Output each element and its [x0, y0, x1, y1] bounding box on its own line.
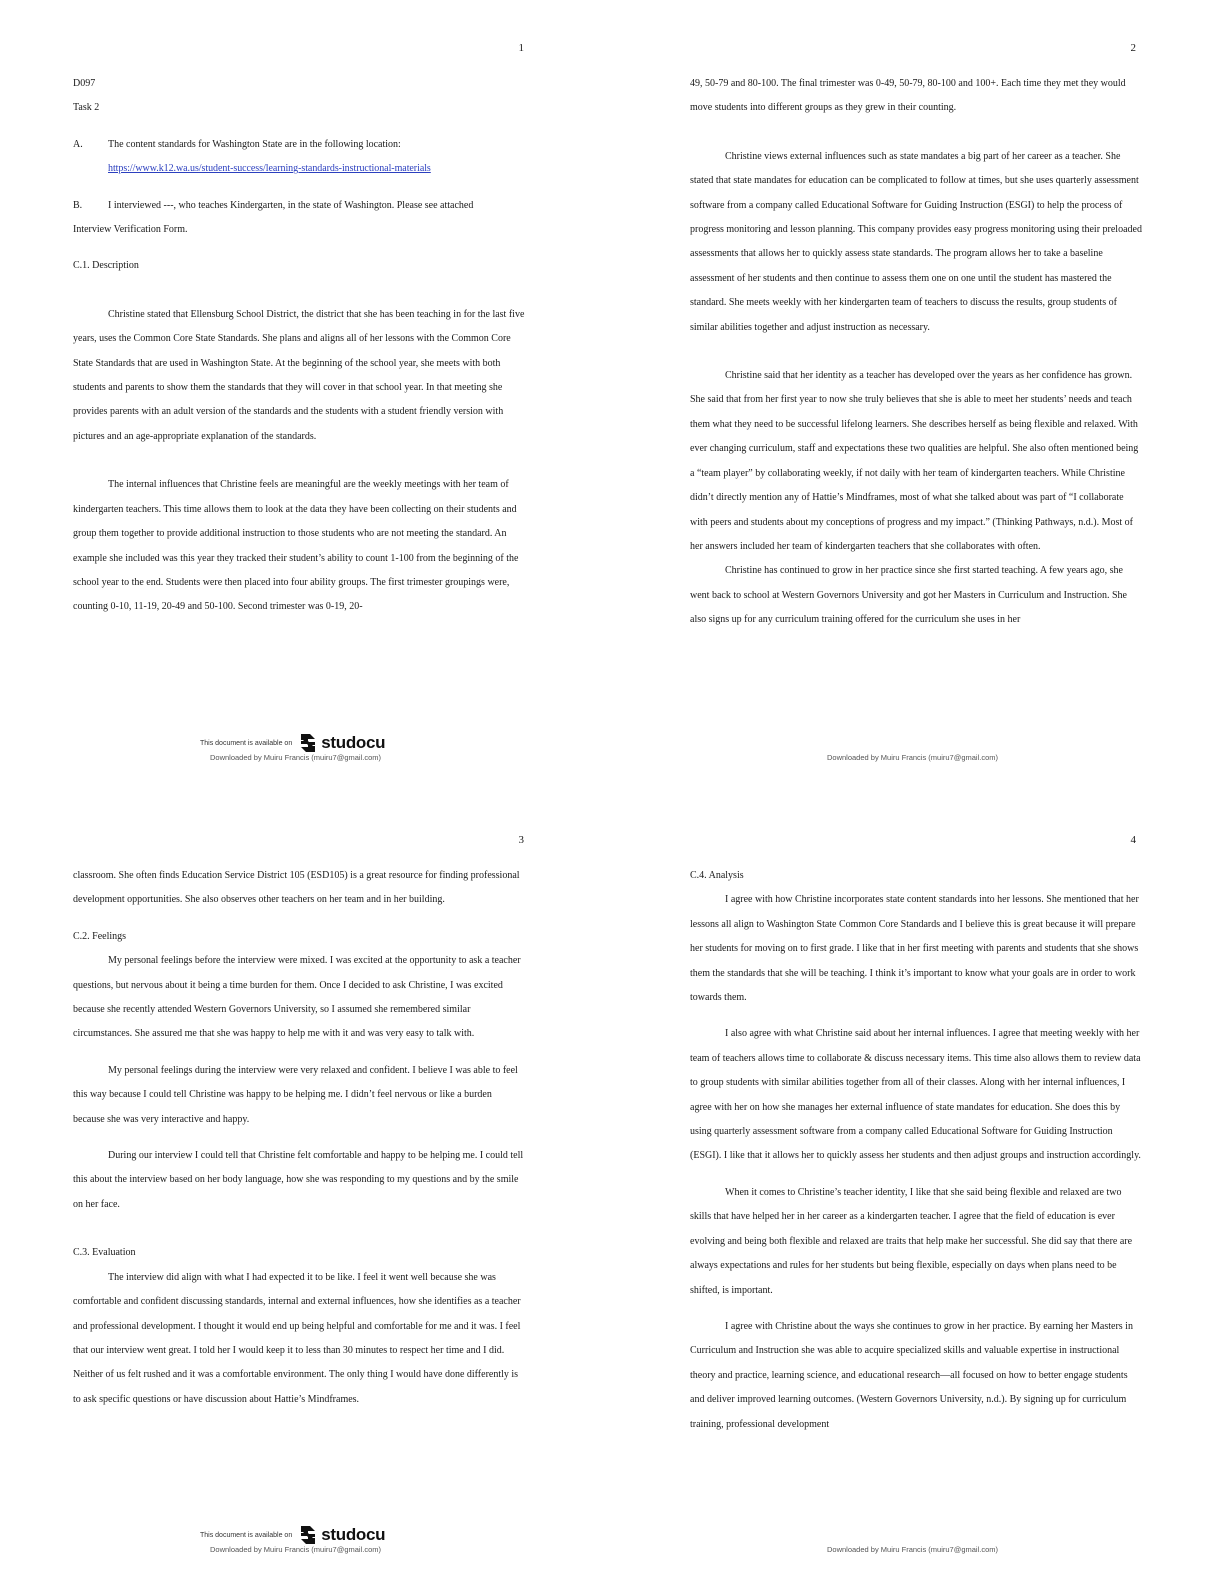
page-number: 4 [1130, 834, 1136, 846]
studocu-logo [298, 732, 385, 754]
heading-c4: C.4. Analysis [690, 870, 744, 881]
page-3 [0, 792, 612, 1584]
paragraph: Christine has continued to grow in her practice since she first started teaching. A few years ago, she went back to school at Western Governors University and got her Masters in Curriculum and Instruction. She also signs up for any curriculum training offered for the curriculum she uses in her [690, 565, 1127, 626]
downloaded-by-text: Downloaded by Muiru Francis (muiru7@gmail.com) [210, 1545, 382, 1554]
downloaded-by-text: Downloaded by Muiru Francis (muiru7@gmail.com) [210, 753, 382, 762]
studocu-logo-text: studocu [321, 1525, 386, 1544]
paragraph: classroom. She often finds Education Service District 105 (ESD105) is a great resource for finding professional development opportunities. She also observes other teachers on her team and in her building. [73, 870, 520, 906]
page-number: 3 [518, 834, 524, 846]
standards-link[interactable]: https://www.k12.wa.us/student-success/learning-standards-instructional-materials [108, 163, 431, 175]
available-text: This document is available on [200, 1531, 293, 1539]
paragraph: 49, 50-79 and 80-100. The final trimester was 0-49, 50-79, 80-100 and 100+. Each time they met they would move students into different groups as they grew in their counting. [690, 78, 1126, 114]
paragraph: The interview did align with what I had expected it to be like. I feel it went well because she was comfortable and confident discussing standards, internal and external influences, how she identifies as a teacher and professional development. I thought it would end up being helpful and comfortable for me and it was. I feel that our interview went great. I told her I would keep it to less than 30 minutes to respect her time and I did. Neither of us felt rushed and it was a comfortable environment. The only thing I would have done differently is to ask specific questions or have discussion about Hattie’s Mindframes. [73, 1271, 521, 1405]
paragraph: My personal feelings before the interview were mixed. I was excited at the opportunity to ask a teacher questions, but nervous about it being a time burden for them. Once I decided to ask Christine, I was excited because she recently attended Western Governors University, so I assumed she remembered similar circumstances. She assured me that she was happy to help me with it and was very easy to talk with. [73, 955, 521, 1040]
heading-c3: C.3. Evaluation [73, 1247, 136, 1259]
section-a [73, 133, 525, 182]
studocu-logo [298, 1524, 385, 1546]
page-content [690, 72, 1143, 633]
page-1 [0, 0, 612, 792]
section-a-marker: A. [73, 138, 83, 150]
studocu-logo-text: studocu [321, 733, 386, 752]
page-content [73, 864, 525, 1412]
page-number: 1 [518, 42, 524, 54]
section-b-text-continued: Interview Verification Form. [73, 224, 188, 236]
heading-c2: C.2. Feelings [73, 930, 127, 942]
course-code: D097 [73, 78, 96, 89]
studocu-logo-icon [298, 1524, 318, 1546]
heading-c1: C.1. Description [73, 260, 139, 272]
section-b-text: I interviewed ---, who teaches Kindergarten, in the state of Washington. Please see attached [108, 199, 474, 211]
downloaded-by-text: Downloaded by Muiru Francis (muiru7@gmail.com) [827, 1545, 999, 1554]
downloaded-by-text: Downloaded by Muiru Francis (muiru7@gmail.com) [827, 753, 999, 762]
paragraph: I agree with Christine about the ways she continues to grow in her practice. By earning her Masters in Curriculum and Instruction she was able to acquire specialized skills and valuable expertise in instructional theory and practice, learning science, and educational research—all focused on how to better engage students and deliver improved learning outcomes. (Western Governors University, n.d.). By signing up for curriculum training, professional development [690, 1320, 1133, 1430]
task-label: Task 2 [73, 102, 100, 114]
paragraph: I agree with how Christine incorporates state content standards into her lessons. She mentioned that her lessons all align to Washington State Common Core Standards and I believe this is great because it will prepare her students for moving on to first grade. I like that in her first meeting with parents and students that she shows them the standards that she will be teaching. I think it’s important to know what your goals are in order to work towards them. [690, 894, 1139, 1004]
studocu-logo-icon [298, 732, 318, 754]
paragraph: Christine views external influences such as state mandates a big part of her career as a teacher. She stated that state mandates for education can be complicated to follow at times, but she uses quarterly assessment software from a company called Educational Software for Guiding Instruction (ESGI) to help the process of progress monitoring and lesson planning. This company provides easy progress monitoring using their preloaded assessments that allows her to quickly assess state standards. The program allows her to take a baseline assessment of her students and then continue to assess them one on one until the student has mastered the standard. She meets weekly with her kindergarten team of teachers to discuss the results, group students of similar abilities together and adjust instruction as necessary. [690, 150, 1142, 333]
available-on-banner [200, 732, 385, 754]
section-b-marker: B. [73, 199, 83, 211]
paragraph: My personal feelings during the interview were very relaxed and confident. I believe I was able to feel this way because I could tell Christine was happy to be helping me. I didn’t feel nervous or like a burden because she was very interactive and happy. [73, 1064, 518, 1125]
paragraph: Christine stated that Ellensburg School District, the district that she has been teaching in for the last five years, uses the Common Core State Standards. She plans and aligns all of her lessons with the Common Core State Standards that are used in Washington State. At the beginning of the school year, she meets with both students and parents to show them the standards that they will cover in that school year. In that meeting she provides parents with an adult version of the standards and the students with a student friendly version with pictures and an age-appropriate explanation of the standards. [73, 308, 525, 442]
paragraph: Christine said that her identity as a teacher has developed over the years as her confidence has grown. She said that from her first year to now she truly believes that she is able to meet her students’ needs and teach them what they need to be successful lifelong learners. She describes herself as being flexible and relaxed. With ever changing curriculum, staff and expectations these two qualities are helpful. She also often mentioned being a “team player” by collaborating weekly, if not daily with her team of kindergarten teachers. While Christine didn’t directly mention any of Hattie’s Mindframes, most of what she talked about was part of “I collaborate with peers and students about my conceptions of progress and my impact.” (Thinking Pathways, n.d.). Most of her answers included her team of kindergarten teachers that she collaborates with often. [690, 370, 1139, 552]
section-a-text: The content standards for Washington State are in the following location: [108, 138, 401, 150]
page-content [73, 72, 525, 620]
available-on-banner [200, 1524, 385, 1546]
page-content [690, 864, 1143, 1437]
section-b [73, 194, 525, 218]
page-number: 2 [1130, 42, 1136, 54]
paragraph: During our interview I could tell that Christine felt comfortable and happy to be helping me. I could tell this about the interview based on her body language, how she was responding to my questions and by the smile on her face. [73, 1150, 524, 1210]
available-text: This document is available on [200, 739, 293, 747]
page-4 [612, 792, 1224, 1584]
paragraph: I also agree with what Christine said about her internal influences. I agree that meeting weekly with her team of teachers allows time to collaborate & discuss necessary items. This time also allows them to review data to group students with similar abilities together from all of their classes. Along with her internal influences, I agree with her on how she manages her external influence of state mandates for education. She does this by using quarterly assessment software from a company called Educational Software for Guiding Instruction (ESGI). I like that it allows her to quickly assess her students and then adjust groups and instruction accordingly. [690, 1028, 1141, 1162]
page-2 [612, 0, 1224, 792]
paragraph: The internal influences that Christine feels are meaningful are the weekly meetings with her team of kindergarten teachers. This time allows them to look at the data they have been collecting on their students and group them together to provide additional instruction to those students who are not meeting the standard. An example she included was this year they tracked their student’s ability to count 1-100 from the beginning of the school year to the end. Students were then placed into four ability groups. The first trimester groupings were, counting 0-10, 11-19, 20-49 and 50-100. Second trimester was 0-19, 20- [73, 479, 519, 613]
paragraph: When it comes to Christine’s teacher identity, I like that she said being flexible and relaxed are two skills that have helped her in her career as a kindergarten teacher. I agree that the field of education is ever evolving and being both flexible and relaxed are traits that help make her successful. She did say that there are always expectations and rules for her students but being flexible, especially on days when plans need to be shifted, is important. [690, 1186, 1133, 1296]
